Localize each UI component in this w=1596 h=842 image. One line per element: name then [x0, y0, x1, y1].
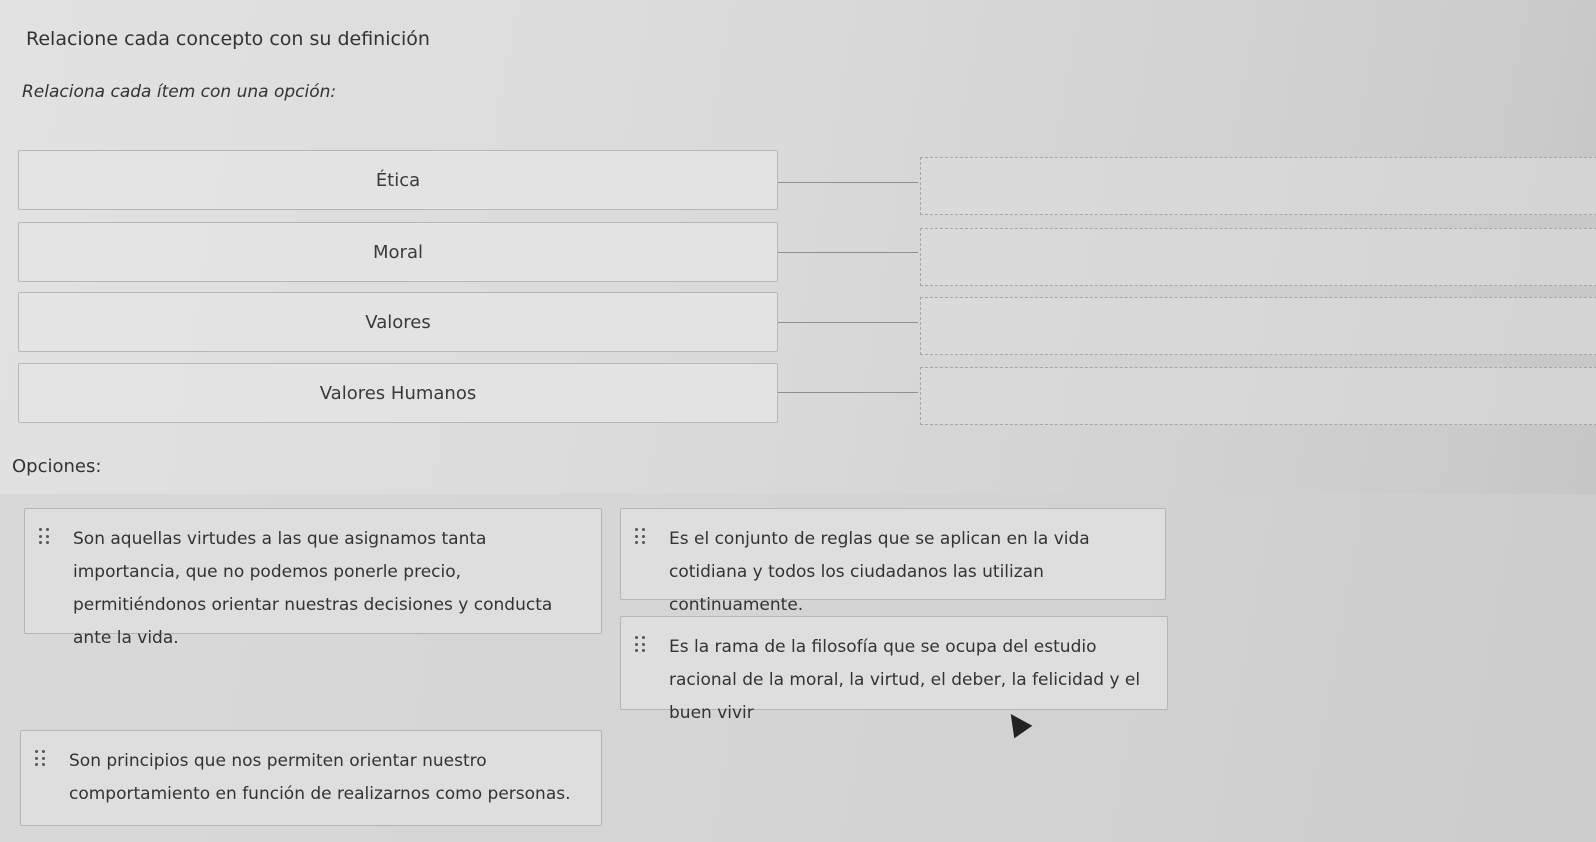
connector-line: [778, 252, 918, 253]
match-item-label: Valores Humanos: [319, 382, 477, 404]
match-item-label: Moral: [373, 241, 423, 263]
drag-handle-icon[interactable]: [39, 528, 51, 546]
match-item-moral: [18, 222, 778, 282]
options-label: Opciones:: [12, 456, 102, 477]
answer-dropzone-etica[interactable]: [920, 157, 1596, 215]
question-title: Relacione cada concepto con su definición: [26, 28, 430, 50]
drag-handle-icon[interactable]: [635, 636, 647, 654]
connector-line: [778, 392, 918, 393]
match-item-label: Ética: [375, 169, 421, 191]
option-text: Es la rama de la filosofía que se ocupa del estudio racional de la moral, la virtud, el deber, la felicidad y el buen vivir: [669, 637, 1141, 723]
match-item-valores-humanos: [18, 363, 778, 423]
option-card[interactable]: [24, 508, 602, 648]
option-text: Son aquellas virtudes a las que asignamos tanta importancia, que no podemos ponerle precio, permitiéndonos orientar nuestras decisiones y conducta ante la vida.: [73, 529, 553, 648]
match-item-valores: [18, 292, 778, 352]
question-instruction: Relaciona cada ítem con una opción:: [22, 82, 337, 102]
connector-line: [778, 322, 918, 323]
option-card[interactable]: [20, 730, 602, 826]
connector-line: [778, 182, 918, 183]
answer-dropzone-valores[interactable]: [920, 297, 1596, 355]
option-text: Es el conjunto de reglas que se aplican en la vida cotidiana y todos los ciudadanos las utilizan continuamente.: [669, 529, 1090, 615]
match-item-etica: [18, 150, 778, 210]
match-item-label: Valores: [365, 311, 431, 333]
drag-handle-icon[interactable]: [635, 528, 647, 546]
option-card[interactable]: [620, 616, 1168, 723]
drag-handle-icon[interactable]: [35, 750, 47, 768]
option-card[interactable]: [620, 508, 1166, 615]
answer-dropzone-moral[interactable]: [920, 228, 1596, 286]
option-text: Son principios que nos permiten orientar nuestro comportamiento en función de realizarnos como personas.: [69, 751, 571, 804]
answer-dropzone-valores-humanos[interactable]: [920, 367, 1596, 425]
